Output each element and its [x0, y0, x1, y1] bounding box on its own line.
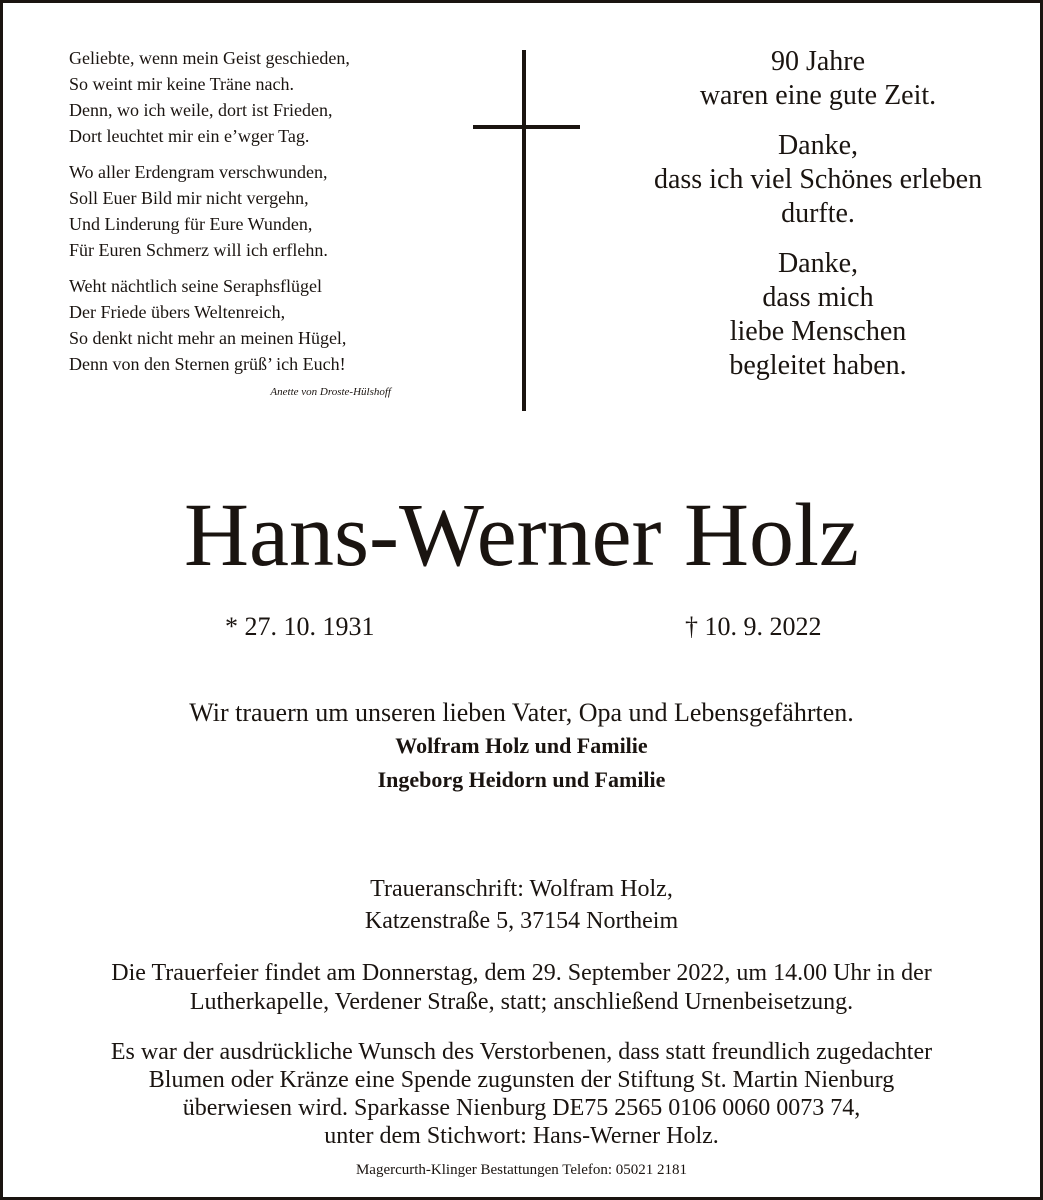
gratitude-line: dass ich viel Schönes erleben — [653, 164, 983, 195]
gratitude-line: Danke, — [777, 248, 859, 279]
gratitude-line: liebe Menschen — [729, 316, 907, 347]
address-line: Traueranschrift: Wolfram Holz, — [370, 876, 673, 902]
poem-line: Soll Euer Bild mir nicht vergehn, — [69, 188, 309, 208]
gratitude-text — [613, 45, 1023, 399]
gratitude-block — [613, 45, 1023, 113]
poem — [69, 45, 399, 399]
gratitude-block — [613, 129, 1023, 231]
donation-line: unter dem Stichwort: Hans-Werner Holz. — [324, 1123, 719, 1149]
ceremony-line: Die Trauerfeier findet am Donnerstag, dem 29. September 2022, um 14.00 Uhr in der — [111, 960, 932, 986]
donation-line: Es war der ausdrückliche Wunsch des Verstorbenen, dass statt freundlich zugedachter — [110, 1039, 933, 1065]
gratitude-line: durfte. — [781, 198, 855, 229]
poem-line: Für Euren Schmerz will ich erflehn. — [69, 240, 328, 260]
mourning-text: Wir trauern um unseren lieben Vater, Opa und Lebensgefährten. — [189, 698, 854, 727]
cross-icon — [522, 50, 526, 411]
poem-line: Der Friede übers Weltenreich, — [69, 302, 286, 322]
poem-author: Anette von Droste-Hülshoff — [270, 386, 391, 398]
poem-line: Dort leuchtet mir ein e’wger Tag. — [69, 126, 310, 146]
gratitude-line: begleitet haben. — [729, 350, 907, 381]
poem-line: Denn, wo ich weile, dort ist Frieden, — [69, 100, 333, 120]
poem-stanza — [69, 273, 399, 377]
ceremony-info — [3, 959, 1040, 1017]
poem-line: Weht nächtlich seine Seraphsflügel — [69, 276, 322, 296]
funeral-home-footer: Magercurth-Klinger Bestattungen Telefon: 05021 2181 — [355, 1162, 688, 1178]
address-line: Katzenstraße 5, 37154 Northeim — [364, 908, 679, 934]
poem-line: Wo aller Erdengram verschwunden, — [69, 162, 328, 182]
poem-stanza — [69, 45, 399, 149]
birth-date: * 27. 10. 1931 — [225, 612, 375, 641]
family-name: Wolfram Holz und Familie — [395, 733, 648, 758]
donation-info — [3, 1038, 1040, 1150]
gratitude-line: Danke, — [777, 130, 859, 161]
poem-line: So denkt nicht mehr an meinen Hügel, — [69, 328, 347, 348]
poem-line: So weint mir keine Träne nach. — [69, 74, 294, 94]
mourning-address — [3, 873, 1040, 937]
poem-stanza — [69, 159, 399, 263]
poem-line: Denn von den Sternen grüß’ ich Euch! — [69, 354, 346, 374]
ceremony-line: Lutherkapelle, Verdener Straße, statt; anschließend Urnenbeisetzung. — [189, 989, 854, 1015]
family-name: Ingeborg Heidorn und Familie — [377, 767, 666, 792]
gratitude-block — [613, 247, 1023, 383]
gratitude-line: 90 Jahre — [770, 46, 866, 77]
donation-line: überwiesen wird. Sparkasse Nienburg DE75 2565 0106 0060 0073 74, — [182, 1095, 861, 1121]
deceased-name: Hans-Werner Holz — [184, 486, 859, 585]
poem-line: Und Linderung für Eure Wunden, — [69, 214, 313, 234]
mourning-section — [3, 697, 1040, 797]
donation-line: Blumen oder Kränze eine Spende zugunsten der Stiftung St. Martin Nienburg — [148, 1067, 895, 1093]
cross-icon-beam — [473, 125, 580, 129]
gratitude-line: dass mich — [762, 282, 874, 313]
poem-line: Geliebte, wenn mein Geist geschieden, — [69, 48, 350, 68]
gratitude-line: waren eine gute Zeit. — [699, 80, 937, 111]
death-date: † 10. 9. 2022 — [685, 612, 822, 641]
